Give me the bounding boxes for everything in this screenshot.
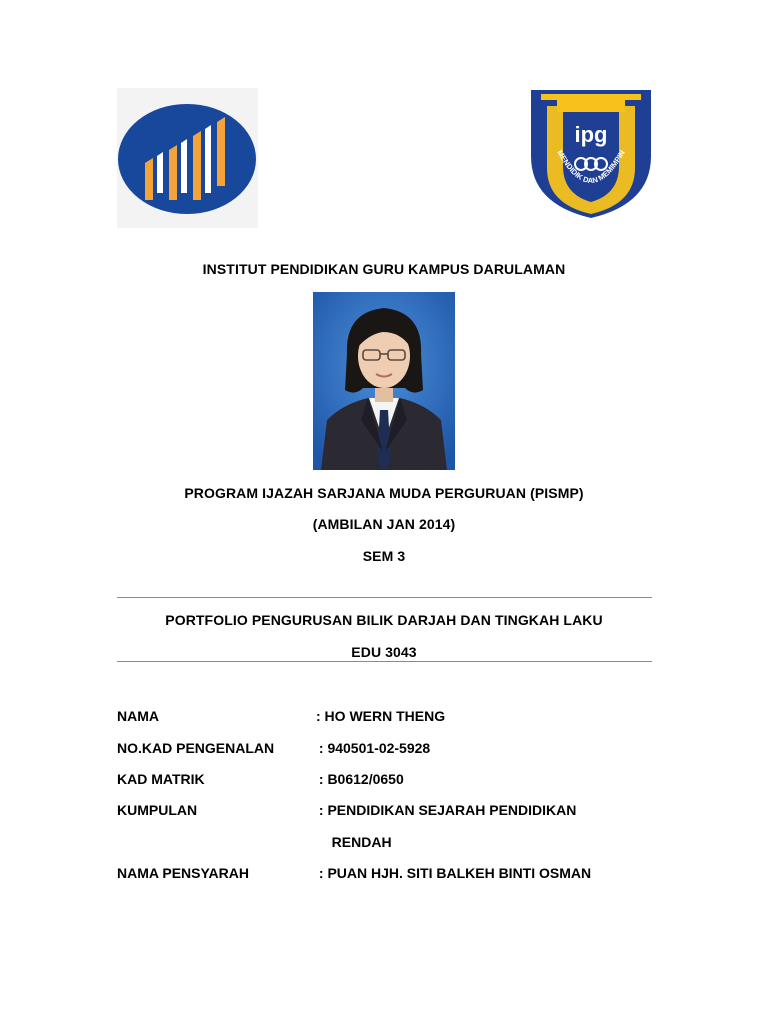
- program-semester: SEM 3: [362, 548, 406, 564]
- course-title: PORTFOLIO PENGURUSAN BILIK DARJAH DAN TINGKAH LAKU: [165, 612, 603, 628]
- info-value: : B0612/0650: [315, 771, 404, 787]
- info-value: : PENDIDIKAN SEJARAH PENDIDIKAN: [315, 802, 577, 818]
- program-intake: (AMBILAN JAN 2014): [312, 516, 456, 532]
- ipg-emblem-logo: [117, 88, 258, 228]
- ipg-crest-icon: [527, 86, 655, 221]
- info-value: : HO WERN THENG: [316, 708, 446, 724]
- info-value: RENDAH: [320, 834, 392, 850]
- info-value: : 940501-02-5928: [315, 740, 431, 756]
- info-label: KUMPULAN: [117, 802, 198, 818]
- divider-top: [117, 597, 652, 598]
- program-title: PROGRAM IJAZAH SARJANA MUDA PERGURUAN (PISMP): [184, 485, 584, 501]
- crest-motto: MENDIDIK DAN MEMIMPIN: [555, 148, 627, 186]
- info-label: KAD MATRIK: [117, 771, 205, 787]
- divider-bottom: [117, 661, 652, 662]
- ipg-emblem-icon: [117, 88, 258, 228]
- institution-name: INSTITUT PENDIDIKAN GURU KAMPUS DARULAMAN: [202, 261, 566, 277]
- ipg-crest-logo: [527, 86, 655, 221]
- student-photo: [313, 292, 455, 470]
- course-code: EDU 3043: [351, 644, 417, 660]
- info-label: NAMA PENSYARAH: [117, 865, 249, 881]
- info-label: NAMA: [117, 708, 159, 724]
- info-value: : PUAN HJH. SITI BALKEH BINTI OSMAN: [315, 865, 592, 881]
- student-portrait-icon: [313, 292, 455, 470]
- crest-ipg-text: ipg: [574, 122, 608, 147]
- info-label: NO.KAD PENGENALAN: [117, 740, 275, 756]
